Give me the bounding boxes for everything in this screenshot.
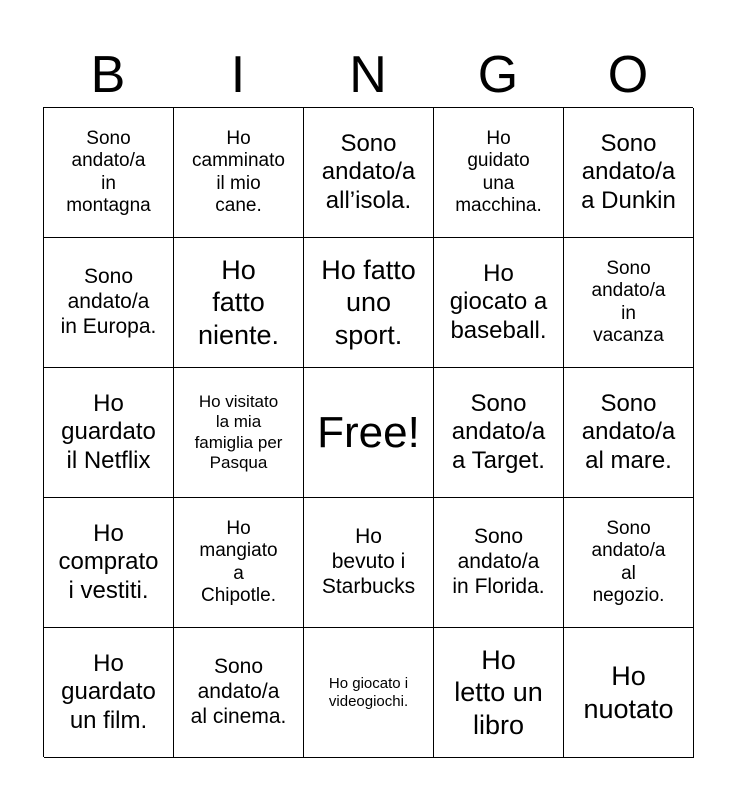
bingo-cell[interactable]	[174, 498, 304, 628]
cell-text: Sono andato/a al cinema.	[190, 655, 287, 728]
cell-text: Sono andato/a in montagna	[66, 127, 151, 216]
bingo-cell[interactable]	[564, 368, 694, 498]
cell-text: Ho fatto niente.	[197, 254, 280, 350]
cell-text: Ho guardato il Netflix	[61, 390, 156, 474]
free-text: Free!	[317, 407, 420, 457]
free-cell[interactable]	[304, 368, 434, 498]
cell-text: Sono andato/a a Dunkin	[581, 130, 676, 214]
bingo-cell[interactable]	[564, 628, 694, 758]
bingo-cell[interactable]	[174, 368, 304, 498]
bingo-cell[interactable]	[434, 628, 564, 758]
cell-text: Sono andato/a a Target.	[451, 390, 546, 474]
header-letter-i: I	[230, 46, 246, 104]
bingo-cell[interactable]	[174, 238, 304, 368]
cell-text: Sono andato/a al mare.	[581, 390, 676, 474]
bingo-cell[interactable]	[174, 108, 304, 238]
bingo-cell[interactable]	[174, 628, 304, 758]
bingo-cell[interactable]	[564, 498, 694, 628]
bingo-cell[interactable]	[44, 498, 174, 628]
bingo-grid	[43, 107, 693, 757]
cell-text: Ho giocato a baseball.	[449, 260, 548, 344]
cell-text: Ho mangiato a Chipotle.	[199, 517, 278, 606]
bingo-cell[interactable]	[304, 498, 434, 628]
bingo-cell[interactable]	[434, 238, 564, 368]
bingo-cell[interactable]	[44, 368, 174, 498]
bingo-cell[interactable]	[434, 108, 564, 238]
bingo-cell[interactable]	[304, 628, 434, 758]
cell-text: Sono andato/a al negozio.	[591, 517, 666, 606]
cell-text: Sono andato/a all’isola.	[321, 130, 416, 214]
cell-text: Sono andato/a in vacanza	[591, 257, 666, 346]
bingo-cell[interactable]	[564, 108, 694, 238]
bingo-cell[interactable]	[44, 108, 174, 238]
cell-text: Ho nuotato	[583, 661, 674, 724]
bingo-cell[interactable]	[304, 238, 434, 368]
cell-text: Ho letto un libro	[454, 644, 543, 740]
header-letter-o: O	[607, 46, 649, 104]
bingo-header	[43, 42, 693, 108]
bingo-cell[interactable]	[44, 628, 174, 758]
cell-text: Ho fatto uno sport.	[321, 254, 416, 350]
header-letter-n: N	[349, 46, 387, 104]
cell-text: Sono andato/a in Florida.	[452, 525, 545, 598]
bingo-cell[interactable]	[434, 498, 564, 628]
bingo-cell[interactable]	[564, 238, 694, 368]
bingo-cell[interactable]	[434, 368, 564, 498]
bingo-cell[interactable]	[304, 108, 434, 238]
header-letter-g: G	[477, 46, 519, 104]
cell-text: Ho camminato il mio cane.	[192, 127, 285, 216]
header-letter-b: B	[90, 46, 126, 104]
bingo-cell[interactable]	[44, 238, 174, 368]
cell-text: Ho comprato i vestiti.	[58, 520, 159, 604]
cell-text: Ho giocato i videogiochi.	[328, 674, 409, 710]
cell-text: Ho bevuto i Starbucks	[321, 525, 416, 598]
cell-text: Sono andato/a in Europa.	[60, 265, 157, 338]
cell-text: Ho visitato la mia famiglia per Pasqua	[194, 392, 283, 472]
cell-text: Ho guidato una macchina.	[455, 127, 542, 216]
cell-text: Ho guardato un film.	[61, 650, 156, 734]
